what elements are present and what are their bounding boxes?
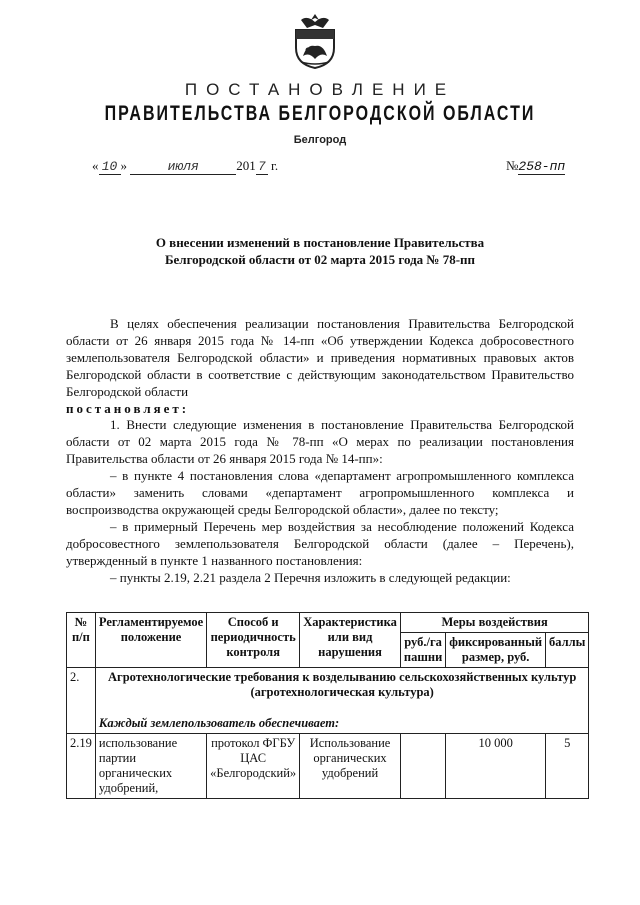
heading-line-1: О внесении изменений в постановление Правительства <box>155 235 485 250</box>
heading-line-2: Белгородской области от 02 марта 2015 года № 78-пп <box>164 252 476 267</box>
date-year-prefix: 201 <box>236 158 256 173</box>
date-open-quote: « <box>92 158 99 173</box>
decree-word: постановляет: <box>66 400 190 416</box>
issuing-authority: ПРАВИТЕЛЬСТВА БЕЛГОРОДСКОЙ ОБЛАСТИ <box>104 103 536 126</box>
row-rub <box>400 734 445 799</box>
city-name: Белгород <box>293 134 347 146</box>
paragraph-amendment-items: – пункты 2.19, 2.21 раздела 2 Перечня изложить в следующей редакции: <box>110 569 511 585</box>
row-fixed: 10 000 <box>446 734 546 799</box>
document-heading <box>0 234 640 268</box>
measures-table <box>66 612 589 799</box>
date-day: 10 <box>99 159 121 175</box>
header-regulation: Регламентируемое положение <box>95 613 206 668</box>
row-num: 2.19 <box>67 734 96 799</box>
header-points: баллы <box>546 633 589 668</box>
document-body <box>66 316 574 587</box>
paragraph-preamble: В целях обеспечения реализации постановления Правительства Белгородской области от 26 января 2015 года № 14-пп «Об утверждении Кодекса добросовестного землепользователя Белгородской области» и приведения нормативных правовых актов Белгородской области в соответствие с действующим законодательством Правительство Белгородской области <box>66 316 574 399</box>
header-characteristic: Характеристика или вид нарушения <box>300 613 401 668</box>
date-close-quote: » <box>120 158 127 173</box>
date-year-suffix: 7 <box>256 159 268 175</box>
document-number <box>506 158 565 174</box>
document-number-prefix: № <box>506 158 519 173</box>
header-fixed-amount: фиксированный размер, руб. <box>446 633 546 668</box>
section-num: 2. <box>67 668 96 734</box>
table-header-row <box>67 613 589 633</box>
table-row <box>67 734 589 799</box>
header-measures: Меры воздействия <box>400 613 589 633</box>
table-section-row <box>67 668 589 734</box>
row-regulation: использование партии органических удобрений, <box>95 734 206 799</box>
header-control: Способ и периодичность контроля <box>207 613 300 668</box>
section-cell <box>95 668 589 734</box>
section-subtitle: Каждый землепользователь обеспечивает: <box>98 716 340 730</box>
header-num: № п/п <box>67 613 96 668</box>
row-characteristic: Использование органических удобрений <box>300 734 401 799</box>
document-type-title: ПОСТАНОВЛЕНИЕ <box>184 80 456 99</box>
document-number-value: 258-пп <box>518 159 566 174</box>
date-month: июля <box>130 159 236 175</box>
document-date <box>92 158 278 175</box>
coat-of-arms-icon <box>293 12 337 70</box>
section-title: Агротехнологические требования к возделыванию сельскохозяйственных культур (агротехнологическая культура) <box>107 670 577 699</box>
row-control: протокол ФГБУ ЦАС «Белгородский» <box>207 734 300 799</box>
paragraph-item-1: 1. Внести следующие изменения в постановление Правительства Белгородской области от 02 марта 2015 года № 78-пп «О мерах по реализации постановления Правительства области от 26 января 2015 года № 14-пп»: <box>66 417 574 467</box>
header-rub-per-ha: руб./га пашни <box>400 633 445 668</box>
date-year-unit: г. <box>271 158 279 173</box>
paragraph-amendment-list: – в примерный Перечень мер воздействия за несоблюдение положений Кодекса добросовестного землепользователя Белгородской области (далее – Перечень), утвержденный в пункте 1 названного постановления: <box>66 518 574 568</box>
row-points: 5 <box>546 734 589 799</box>
paragraph-amendment-point-4: – в пункте 4 постановления слова «департамент агропромышленного комплекса области» заменить словами «департамент агропромышленного комплекса и воспроизводства окружающей среды Белгородской области», далее по тексту; <box>66 468 574 517</box>
